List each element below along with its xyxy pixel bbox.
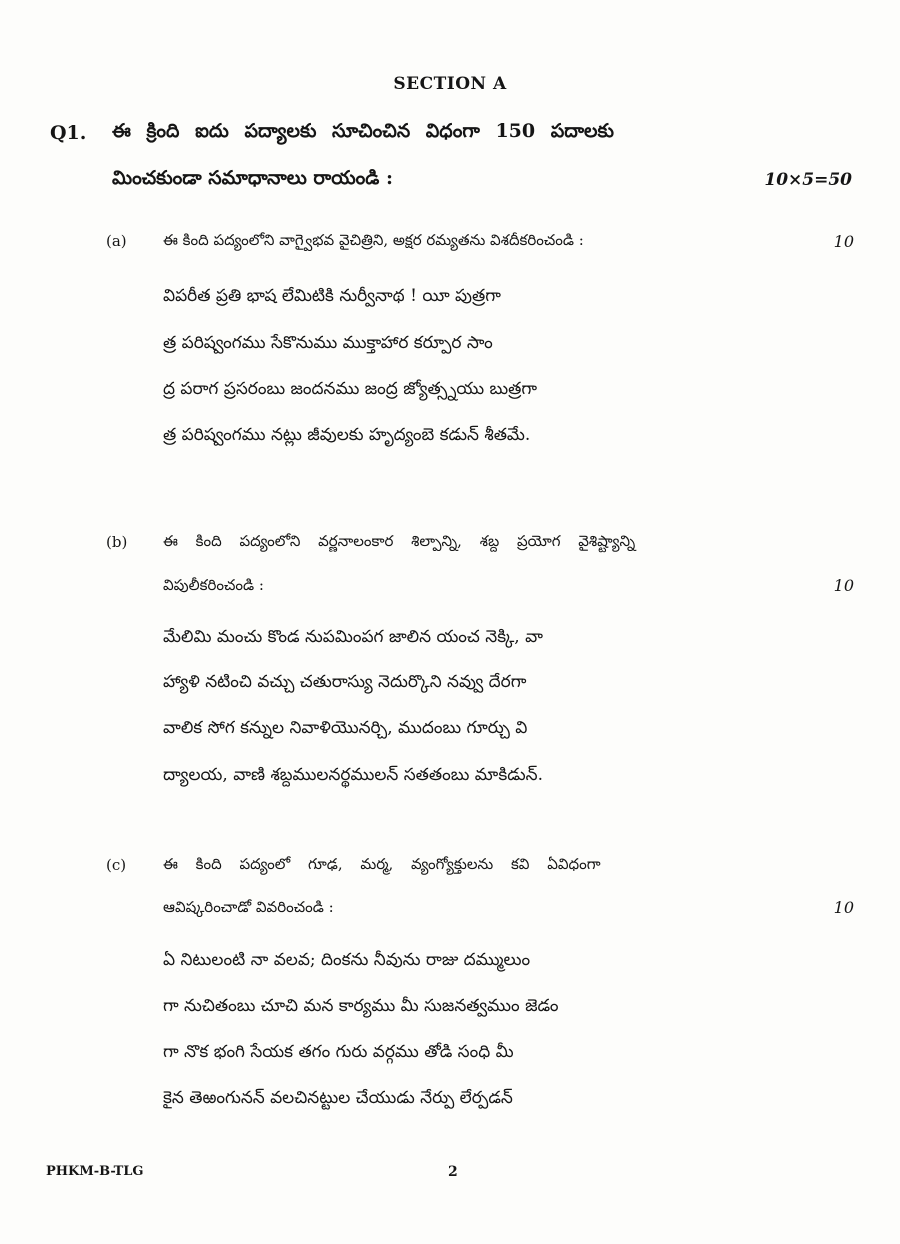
part-c-poem-line-4: కైన తెఱంగునన్ వలచినట్టుల చేయుడు నేర్పు లేర్పడన్ [163, 1088, 513, 1108]
question-instruction-line-2: మించకుండా సమాధానాలు రాయండి : [112, 167, 393, 189]
part-b-prompt-line-1: ఈ కింది పద్యంలోని వర్ణనాలంకార శిల్పాన్ని, శబ్ద ప్రయోగ వైశిష్ట్యాన్ని [163, 532, 636, 550]
part-c-marks: 10 [833, 898, 854, 917]
part-b-poem-line-2: హ్యాళి నటించి వచ్చు చతురాస్యు నెదుర్కొని నవ్వు దేరగా [163, 672, 527, 692]
part-b-poem-line-1: మేలిమి మంచు కొండ నుపమింపగ జాలిన యంచ నెక్కి, వా [163, 627, 543, 647]
part-a-prompt: ఈ కింది పద్యంలోని వాగ్వైభవ వైచిత్రిని, అక్షర రమ్యతను విశదీకరించండి : [163, 231, 584, 249]
part-b-marks: 10 [833, 576, 854, 595]
page-number: 2 [448, 1164, 458, 1180]
part-a-poem-line-1: విపరీత ప్రతి భాష లేమిటికి నుర్వీనాథ ! యీ పుత్రగా [163, 286, 501, 306]
part-c-poem-line-1: ఏ నిటులంటి నా వలవ; దింకను నీవును రాజు దమ్ములుం [163, 950, 531, 970]
section-title: SECTION A [393, 74, 507, 94]
part-c-prompt-line-2: ఆవిష్కరించాడో వివరించండి : [163, 898, 334, 916]
part-c-poem-line-3: గా నొక భంగి సేయక తగం గురు వర్గము తోడి సంధి మీ [163, 1042, 514, 1062]
part-a-label: (a) [106, 232, 127, 250]
part-b-poem-line-4: ద్యాలయ, వాణి శబ్దములనర్థములన్ సతతంబు మాకిడున్. [163, 765, 544, 785]
paper-code: PHKM-B-TLG [46, 1164, 144, 1179]
part-c-prompt-line-1: ఈ కింది పద్యంలో గూఢ, మర్మ, వ్యంగ్యోక్తులను కవి ఏవిధంగా [163, 855, 601, 873]
part-b-poem-line-3: వాలిక సోగ కన్నుల నివాళియొనర్చి, ముదంబు గూర్చు వి [163, 718, 528, 738]
question-instruction-line-1: ఈ క్రింది ఐదు పద్యాలకు సూచించిన విధంగా 150 పదాలకు [112, 120, 614, 142]
part-a-poem-line-3: ద్ర పరాగ ప్రసరంబు జందనము జంద్ర జ్యోత్స్నయు బుత్రగా [163, 379, 538, 399]
question-total-marks: 10×5=50 [764, 170, 852, 190]
part-c-poem-line-2: గా నుచితంబు చూచి మన కార్యము మీ సుజనత్వముం జెడం [163, 996, 559, 1016]
part-a-poem-line-2: త్ర పరిష్వంగము సేకొనుము ముక్తాహార కర్పూర సాం [163, 333, 493, 353]
part-b-label: (b) [106, 533, 128, 551]
part-c-label: (c) [106, 856, 127, 874]
part-a-poem-line-4: త్ర పరిష్వంగము నట్లు జీవులకు హృద్యంబె కడున్ శీతమే. [163, 425, 531, 445]
part-a-marks: 10 [833, 232, 854, 251]
part-b-prompt-line-2: విపులీకరించండి : [163, 576, 264, 594]
question-number: Q1. [50, 122, 87, 144]
